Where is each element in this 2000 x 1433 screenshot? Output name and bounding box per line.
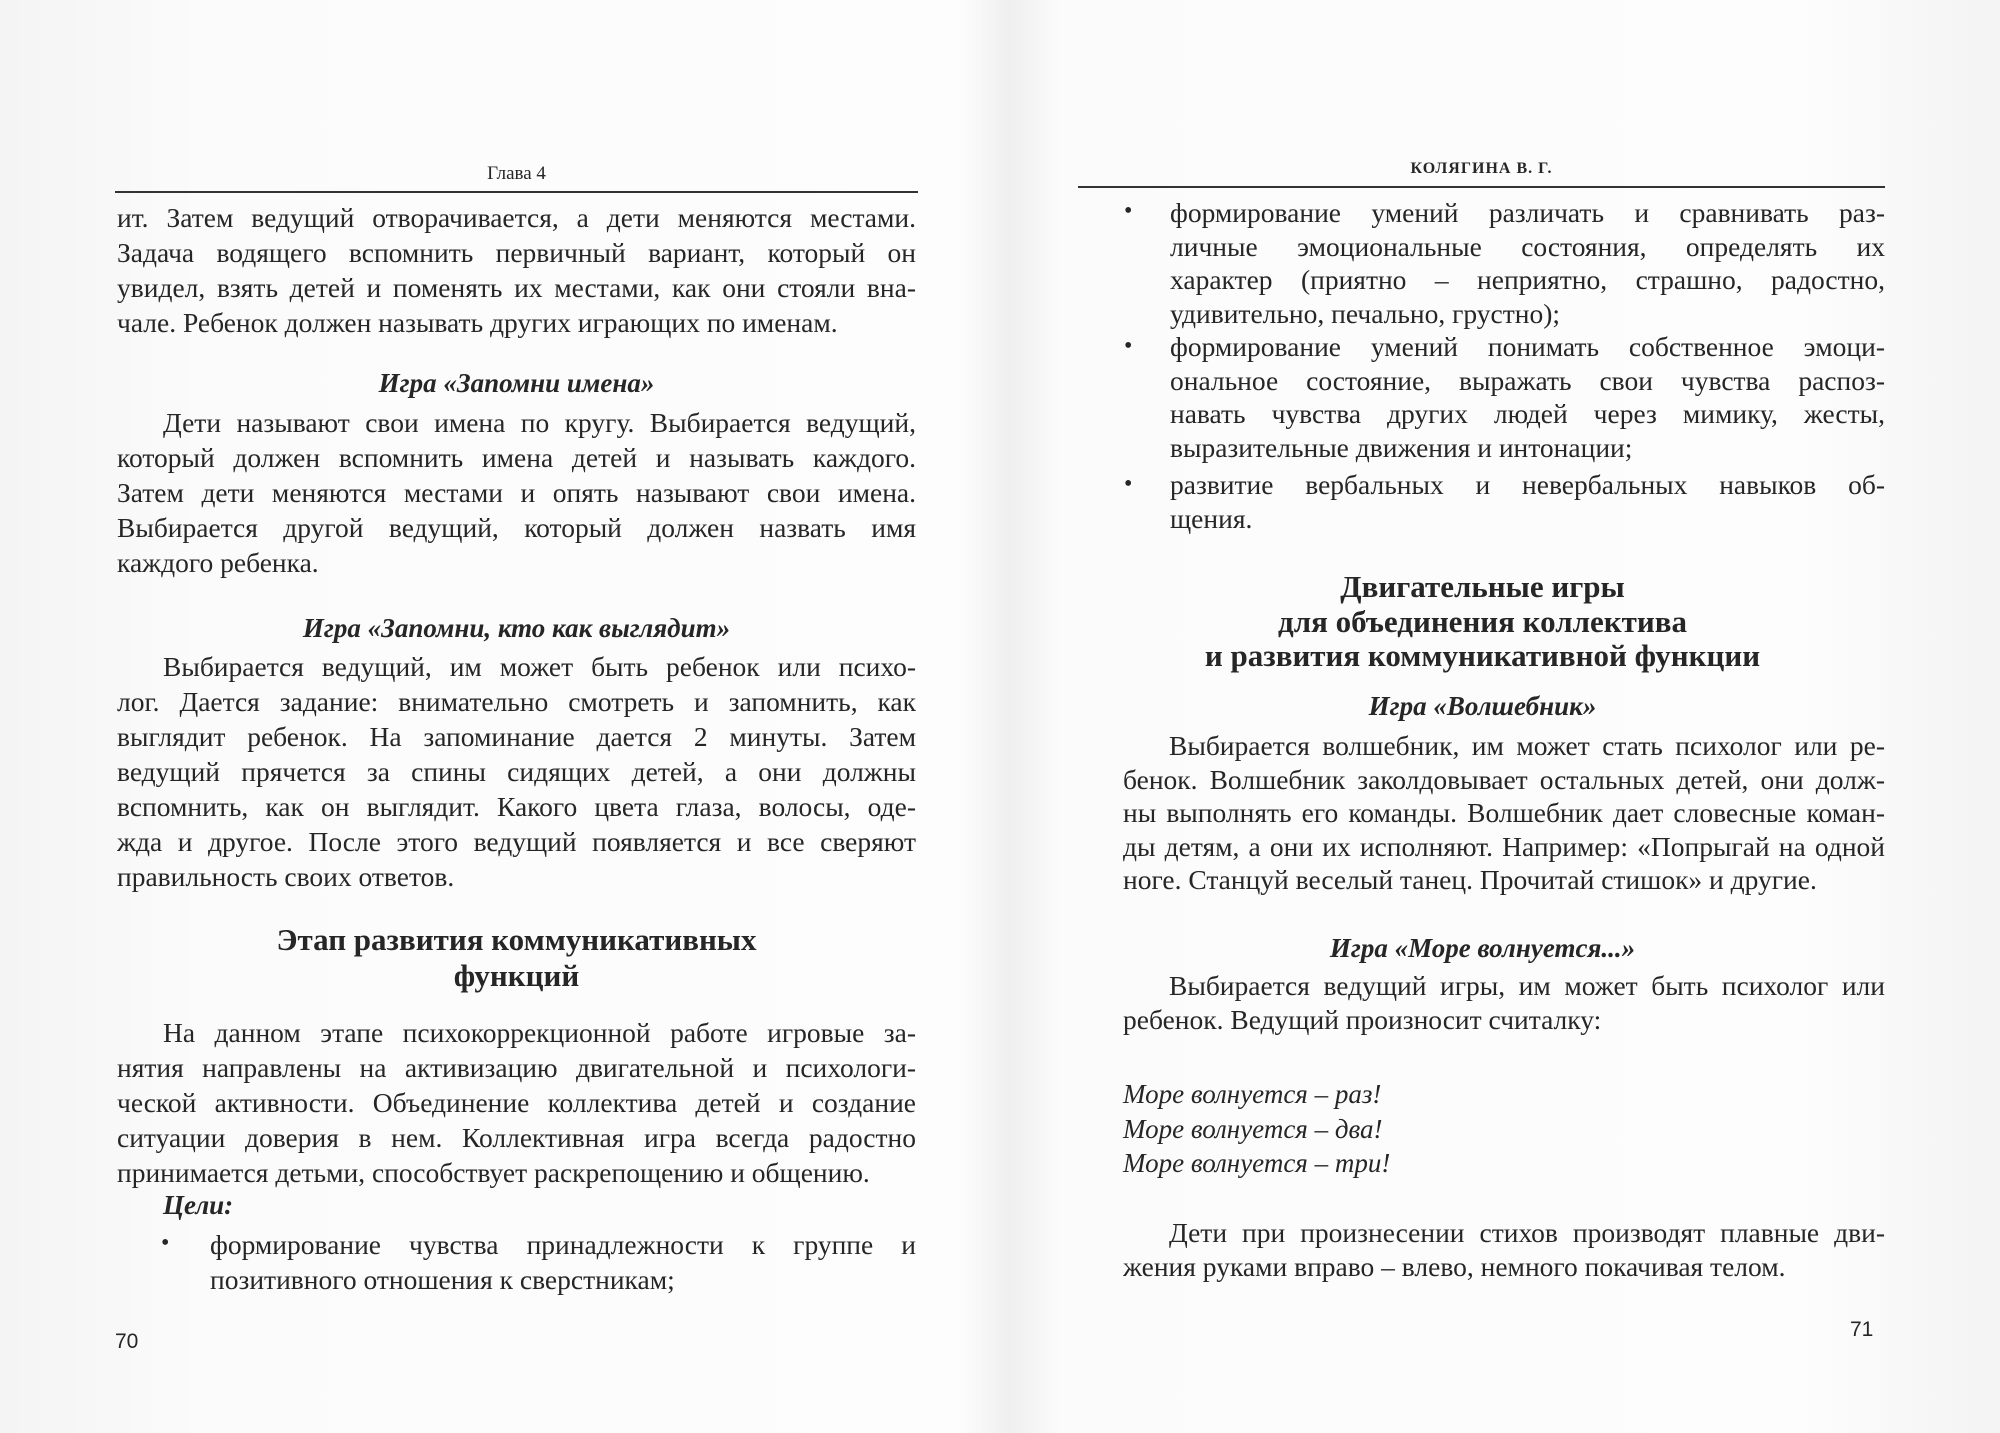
- bullet-item: [1170, 330, 1885, 464]
- text-line: ит. Затем ведущий отворачивается, а дети меняются местами.: [117, 202, 916, 233]
- text-line: выглядит ребенок. На запоминание дается 2 минуты. Затем: [117, 721, 916, 752]
- text-line: лог. Дается задание: внимательно смотреть и запомнить, как: [117, 686, 916, 717]
- game-title: Игра «Запомни имена»: [378, 368, 655, 398]
- text-line: ны выполнять его команды. Волшебник дает словесные коман-: [1123, 797, 1885, 829]
- text-line: личные эмоциональные состояния, определять их: [1170, 230, 1885, 262]
- paragraph: [117, 1015, 916, 1190]
- text-line: бенок. Волшебник заколдовывает остальных детей, они долж-: [1123, 763, 1885, 795]
- text-line: принимается детьми, способствует раскрепощению и общению.: [117, 1157, 870, 1188]
- text-line: Затем дети меняются местами и опять называют свои имена.: [117, 477, 916, 508]
- text-line: нятия направлены на активизацию двигательной и психологи-: [117, 1052, 916, 1083]
- bullet-icon: •: [1124, 471, 1133, 497]
- text-line: выразительные движения и интонации;: [1170, 431, 1633, 463]
- section-title-line: Этап развития коммуникативных: [276, 922, 757, 957]
- poem: [1123, 1077, 1390, 1181]
- text-line: жения руками вправо – влево, немного покачивая телом.: [1123, 1250, 1786, 1282]
- running-head: Глава 4: [487, 163, 546, 184]
- goals-label: Цели:: [163, 1190, 234, 1220]
- text-line: ональное состояние, выражать свои чувства распоз-: [1170, 364, 1885, 396]
- text-line: развитие вербальных и невербальных навыков об-: [1170, 469, 1885, 500]
- paragraph: [1123, 1216, 1885, 1283]
- text-line: Дети называют свои имена по кругу. Выбирается ведущий,: [163, 407, 916, 438]
- text-line: Задача водящего вспомнить первичный вариант, который он: [117, 237, 916, 268]
- game-title: Игра «Волшебник»: [1368, 691, 1597, 721]
- text-line: каждого ребенка.: [117, 547, 319, 578]
- page-number: 71: [1850, 1318, 1874, 1341]
- paragraph: [117, 200, 916, 340]
- paragraph: [1123, 729, 1885, 897]
- text-line: формирование умений различать и сравнивать раз-: [1170, 197, 1885, 228]
- text-line: позитивного отношения к сверстникам;: [210, 1264, 675, 1295]
- page-number: 70: [115, 1330, 139, 1353]
- paragraph: [1123, 969, 1885, 1036]
- text-line: чале. Ребенок должен называть других играющих по именам.: [117, 307, 838, 338]
- text-line: ды детям, а они их исполняют. Например: «Попрыгай на одной: [1123, 830, 1885, 862]
- text-line: вспомнить, как он выглядит. Какого цвета глаза, волосы, оде-: [117, 791, 916, 822]
- poem-line: Море волнуется – два!: [1123, 1113, 1383, 1144]
- text-line: щения.: [1170, 502, 1253, 534]
- paragraph: [117, 405, 916, 580]
- bullet-icon: •: [1124, 333, 1133, 359]
- text-line: ноге. Станцуй веселый танец. Прочитай стишок» и другие.: [1123, 864, 1817, 896]
- text-line: Выбирается ведущий игры, им может быть психолог или: [1169, 970, 1885, 1001]
- text-line: формирование умений понимать собственное эмоци-: [1170, 331, 1885, 362]
- text-line: Выбирается другой ведущий, который должен назвать имя: [117, 512, 916, 543]
- text-line: удивительно, печально, грустно);: [1170, 297, 1561, 329]
- section-title: [117, 922, 916, 994]
- text-line: На данном этапе психокоррекционной работе игровые за-: [163, 1017, 916, 1048]
- section-title: [1080, 570, 1885, 674]
- game-title: Игра «Море волнуется...»: [1329, 933, 1636, 963]
- bullet-icon: •: [1124, 198, 1133, 224]
- section-title-line: Двигательные игры: [1340, 569, 1625, 604]
- bullet-item: [1170, 196, 1885, 330]
- text-line: правильность своих ответов.: [117, 861, 455, 892]
- poem-line: Море волнуется – три!: [1123, 1148, 1391, 1178]
- text-line: навать чувства других людей через мимику, жесты,: [1170, 398, 1885, 430]
- header-rule: [1078, 186, 1885, 188]
- text-line: Выбирается ведущий, им может быть ребенок или психо-: [163, 651, 916, 682]
- text-line: ребенок. Ведущий произносит считалку:: [1123, 1003, 1602, 1035]
- text-line: Выбирается волшебник, им может стать психолог или ре-: [1169, 730, 1885, 761]
- text-line: формирование чувства принадлежности к группе и: [210, 1229, 916, 1260]
- text-line: увидел, взять детей и поменять их местами, как они стояли вна-: [117, 272, 916, 303]
- bullet-item: [210, 1227, 916, 1297]
- poem-line: Море волнуется – раз!: [1123, 1079, 1382, 1109]
- text-line: ситуации доверия в нем. Коллективная игра всегда радостно: [117, 1122, 916, 1153]
- paragraph: [117, 649, 916, 894]
- game-title: Игра «Запомни, кто как выглядит»: [302, 613, 731, 643]
- text-line: ведущий прячется за спины сидящих детей, а они должны: [117, 756, 916, 787]
- text-line: характер (приятно – неприятно, страшно, радостно,: [1170, 264, 1885, 296]
- text-line: Дети при произнесении стихов производят плавные дви-: [1169, 1217, 1885, 1248]
- text-line: который должен вспомнить имена детей и называть каждого.: [117, 442, 916, 473]
- bullet-item: [1170, 468, 1885, 535]
- section-title-line: функций: [453, 958, 580, 993]
- section-title-line: и развития коммуникативной функции: [1204, 638, 1761, 673]
- bullet-icon: •: [161, 1230, 170, 1256]
- text-line: жда и другое. После этого ведущий появляется и все сверяют: [117, 826, 916, 857]
- text-line: ческой активности. Объединение коллектива детей и создание: [117, 1087, 916, 1118]
- section-title-line: для объединения коллектива: [1278, 603, 1687, 639]
- running-head: КОЛЯГИНА В. Г.: [1410, 160, 1553, 177]
- header-rule: [115, 191, 918, 193]
